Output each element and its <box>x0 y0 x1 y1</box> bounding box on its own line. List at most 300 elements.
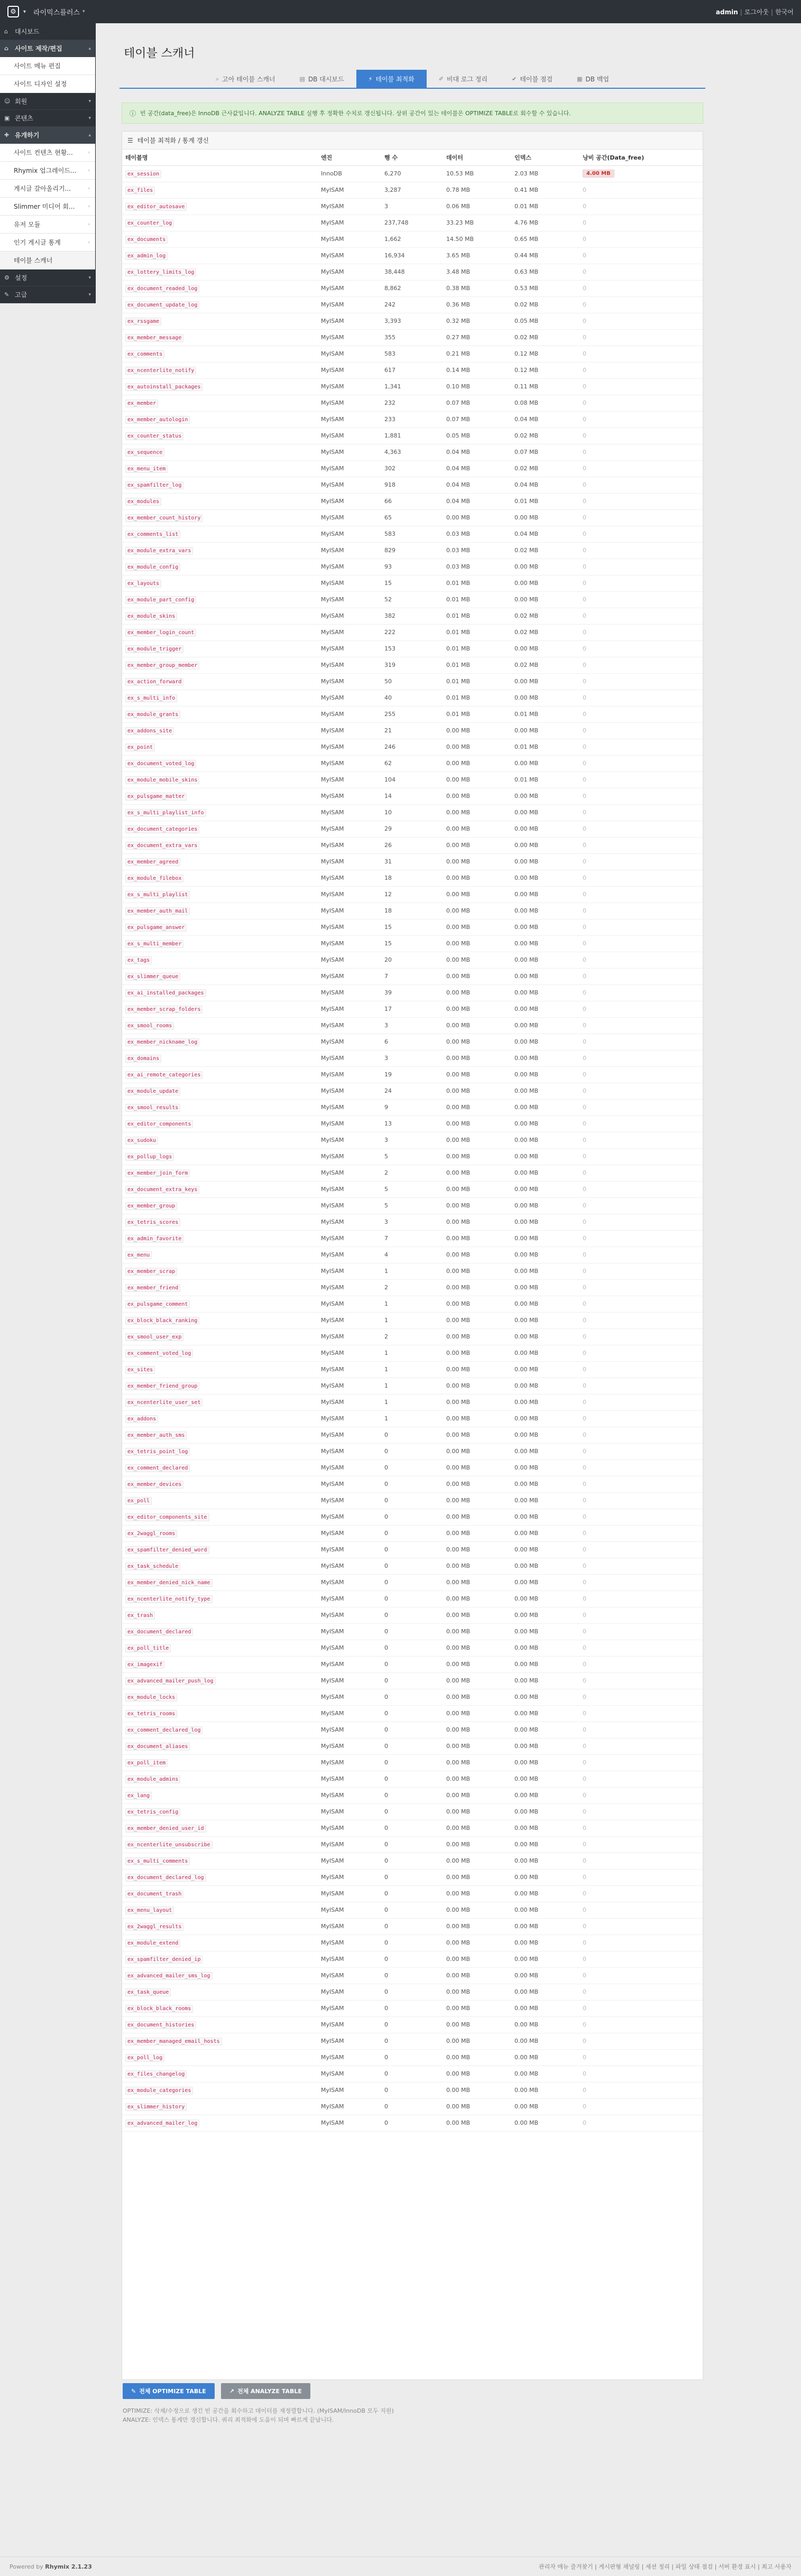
data-free-cell <box>579 1148 703 1165</box>
index-size-cell: 0.00 MB <box>511 1312 579 1328</box>
table-name-cell <box>122 427 318 444</box>
data-free-cell <box>579 1803 703 1820</box>
table-name-cell <box>122 1443 318 1459</box>
data-size-cell: 0.00 MB <box>443 2115 511 2131</box>
index-size-cell: 0.02 MB <box>511 657 579 673</box>
index-size-cell: 0.01 MB <box>511 739 579 755</box>
tab[interactable] <box>204 70 288 88</box>
sidebar-item[interactable] <box>0 110 95 127</box>
index-size-cell: 0.00 MB <box>511 1083 579 1099</box>
table-row <box>122 1738 703 1754</box>
engine-cell: MyISAM <box>318 460 381 477</box>
data-size-cell: 0.04 MB <box>443 460 511 477</box>
table-name: ex_sequence <box>125 449 164 457</box>
engine-cell: MyISAM <box>318 1361 381 1378</box>
index-size-cell: 0.44 MB <box>511 247 579 264</box>
table-name-cell <box>122 853 318 870</box>
engine-cell: MyISAM <box>318 1230 381 1247</box>
tab-bar <box>119 70 705 89</box>
index-size-cell: 0.65 MB <box>511 231 579 247</box>
data-free-cell <box>579 2049 703 2066</box>
search-icon: ⌕ <box>215 75 219 82</box>
data-size-cell: 0.00 MB <box>443 1574 511 1591</box>
cube-icon: ▣ <box>4 115 10 122</box>
table-name: ex_member_join_form <box>125 1169 190 1177</box>
table-name: ex_poll_title <box>125 1644 171 1652</box>
data-free-cell <box>579 165 703 182</box>
data-free-cell <box>579 477 703 493</box>
engine-cell: MyISAM <box>318 542 381 559</box>
table-row <box>122 1541 703 1558</box>
table-row <box>122 2016 703 2033</box>
rows-cell: 222 <box>381 624 443 640</box>
rows-cell: 38,448 <box>381 264 443 280</box>
data-free-cell <box>579 1607 703 1623</box>
data-free-cell <box>579 1967 703 1984</box>
broom-icon: ✐ <box>438 76 444 82</box>
rows-cell: 52 <box>381 591 443 608</box>
table-row <box>122 1951 703 1967</box>
engine-cell: MyISAM <box>318 1509 381 1525</box>
data-free-cell <box>579 1541 703 1558</box>
table-name-cell <box>122 1722 318 1738</box>
sidebar-item[interactable] <box>0 269 95 286</box>
rows-cell: 93 <box>381 559 443 575</box>
sidebar-subitem[interactable] <box>0 162 95 180</box>
table-name: ex_tetris_scores <box>125 1219 180 1226</box>
table-name-cell <box>122 477 318 493</box>
table-name: ex_smool_results <box>125 1104 180 1112</box>
data-free-cell <box>579 1689 703 1705</box>
table-row <box>122 722 703 739</box>
tab[interactable] <box>500 70 565 88</box>
data-free-cell <box>579 1984 703 2000</box>
table-name: ex_document_declared_log <box>125 1874 206 1882</box>
engine-cell: MyISAM <box>318 1345 381 1361</box>
analyze-all-button[interactable] <box>221 2383 310 2399</box>
data-free-value: 0 <box>583 1677 586 1684</box>
data-free-value: 0 <box>583 1071 586 1078</box>
sidebar-item[interactable] <box>0 127 95 144</box>
card-title: 테이블 최적화 / 통계 갱신 <box>137 137 209 144</box>
rows-cell: 5 <box>381 1197 443 1214</box>
table-name: ex_admin_favorite <box>125 1235 183 1243</box>
index-size-cell: 0.00 MB <box>511 1623 579 1640</box>
data-free-cell <box>579 1083 703 1099</box>
table-name: ex_document_update_log <box>125 301 199 309</box>
data-free-value: 0 <box>583 1415 586 1422</box>
optimize-all-button[interactable] <box>123 2383 215 2399</box>
table-name: ex_member_agreed <box>125 858 180 866</box>
engine-cell: MyISAM <box>318 231 381 247</box>
table-row <box>122 1083 703 1099</box>
engine-cell: MyISAM <box>318 1099 381 1115</box>
data-free-value: 0 <box>583 1169 586 1176</box>
rows-cell: 0 <box>381 1705 443 1722</box>
index-size-cell: 0.00 MB <box>511 1836 579 1853</box>
data-free-value: 0 <box>583 612 586 619</box>
table-row <box>122 1328 703 1345</box>
table-row <box>122 1656 703 1672</box>
logo-caret-icon[interactable]: ▾ <box>23 8 26 15</box>
data-free-cell <box>579 2000 703 2016</box>
index-size-cell: 0.00 MB <box>511 1787 579 1803</box>
data-free-cell <box>579 1312 703 1328</box>
engine-cell: MyISAM <box>318 1607 381 1623</box>
table-name-cell <box>122 313 318 329</box>
index-size-cell: 0.02 MB <box>511 329 579 346</box>
index-size-cell: 0.02 MB <box>511 624 579 640</box>
data-free-cell <box>579 460 703 477</box>
rows-cell: 18 <box>381 870 443 886</box>
data-free-cell <box>579 493 703 509</box>
rows-cell: 6,270 <box>381 165 443 182</box>
data-free-cell <box>579 837 703 853</box>
table-name: ex_rssgame <box>125 318 161 326</box>
index-size-cell: 0.00 MB <box>511 640 579 657</box>
rows-cell: 0 <box>381 1787 443 1803</box>
data-free-value: 0 <box>583 694 586 701</box>
sidebar-item[interactable] <box>0 286 95 303</box>
data-free-cell <box>579 313 703 329</box>
data-free-value: 0 <box>583 432 586 439</box>
separator: | <box>771 8 774 16</box>
index-size-cell: 0.00 MB <box>511 1656 579 1672</box>
rows-cell: 0 <box>381 1623 443 1640</box>
engine-cell: MyISAM <box>318 1689 381 1705</box>
index-size-cell: 0.00 MB <box>511 1820 579 1836</box>
rows-cell: 0 <box>381 1476 443 1492</box>
data-free-cell <box>579 804 703 821</box>
rows-cell: 4 <box>381 1247 443 1263</box>
rows-cell: 2 <box>381 1165 443 1181</box>
footer-links-text[interactable]: 관리자 메뉴 즐겨찾기 | 게시판형 채널링 | 세션 정리 | 파일 상태 점검 | 서버 환경 표시 | 최고 사용자 <box>538 2563 791 2570</box>
data-free-cell <box>579 1771 703 1787</box>
engine-cell: MyISAM <box>318 477 381 493</box>
engine-cell: MyISAM <box>318 1918 381 1935</box>
index-size-cell: 0.00 MB <box>511 2033 579 2049</box>
engine-cell: MyISAM <box>318 1951 381 1967</box>
sidebar-item[interactable] <box>0 40 95 57</box>
rows-cell: 0 <box>381 1492 443 1509</box>
rows-cell: 1 <box>381 1345 443 1361</box>
table-name: ex_admin_log <box>125 252 168 260</box>
data-free-cell <box>579 1066 703 1083</box>
data-size-cell: 0.00 MB <box>443 804 511 821</box>
table-row <box>122 247 703 264</box>
data-free-value: 0 <box>583 2038 586 2044</box>
sidebar-item[interactable] <box>0 23 95 40</box>
data-free-cell <box>579 1328 703 1345</box>
table-row <box>122 1345 703 1361</box>
table-name: ex_2waggl_results <box>125 1923 183 1931</box>
index-size-cell: 0.02 MB <box>511 427 579 444</box>
user-name-link[interactable]: admin <box>715 8 738 16</box>
column-header: 행 수 <box>381 150 443 165</box>
table-name: ex_member_denied_user_id <box>125 1825 206 1833</box>
data-free-cell <box>579 1640 703 1656</box>
tab-label: DB 백업 <box>585 76 609 83</box>
column-header: 엔진 <box>318 150 381 165</box>
data-free-value: 0 <box>583 2005 586 2012</box>
table-name: ex_comment_declared <box>125 1464 190 1472</box>
engine-cell: MyISAM <box>318 2000 381 2016</box>
table-row <box>122 1525 703 1541</box>
sidebar-item-label: 유개하기 <box>15 132 40 139</box>
data-size-cell: 0.00 MB <box>443 1705 511 1722</box>
data-size-cell: 0.00 MB <box>443 1492 511 1509</box>
data-free-cell <box>579 280 703 296</box>
data-size-cell: 0.00 MB <box>443 968 511 984</box>
rows-cell: 0 <box>381 1640 443 1656</box>
tab[interactable] <box>356 70 427 88</box>
index-size-cell: 0.41 MB <box>511 182 579 198</box>
data-free-cell <box>579 1214 703 1230</box>
data-free-cell <box>579 2098 703 2115</box>
sidebar-subitem[interactable] <box>0 75 95 93</box>
rows-cell: 3 <box>381 1017 443 1034</box>
index-size-cell: 0.00 MB <box>511 1689 579 1705</box>
table-name: ex_files_changelog <box>125 2070 187 2078</box>
table-row <box>122 1984 703 2000</box>
table-row <box>122 1197 703 1214</box>
engine-cell: MyISAM <box>318 575 381 591</box>
data-free-value: 0 <box>583 711 586 718</box>
data-free-cell <box>579 1836 703 1853</box>
index-size-cell: 0.00 MB <box>511 1066 579 1083</box>
table-row <box>122 1902 703 1918</box>
sidebar-subitem[interactable] <box>0 234 95 252</box>
data-size-cell: 0.00 MB <box>443 755 511 771</box>
data-free-cell <box>579 559 703 575</box>
data-size-cell: 0.14 MB <box>443 362 511 378</box>
table-name: ex_document_declared <box>125 1628 193 1636</box>
gear-icon: ⚙ <box>4 274 10 281</box>
data-free-value: 0 <box>583 662 586 668</box>
table-name-cell <box>122 1885 318 1902</box>
data-free-cell <box>579 1017 703 1034</box>
data-free-value: 0 <box>583 252 586 259</box>
table-row <box>122 1459 703 1476</box>
data-free-value: 0 <box>583 285 586 292</box>
index-size-cell: 0.00 MB <box>511 2098 579 2115</box>
data-free-value: 0 <box>583 498 586 505</box>
table-name-cell <box>122 1492 318 1509</box>
data-free-value: 0 <box>583 383 586 390</box>
index-size-cell: 0.00 MB <box>511 1476 579 1492</box>
tab[interactable] <box>427 70 500 88</box>
puzzle-icon: ✚ <box>4 132 10 138</box>
chevron-icon: ▾ <box>88 292 91 297</box>
rows-cell: 237,748 <box>381 215 443 231</box>
table-name-cell <box>122 2066 318 2082</box>
data-free-value: 0 <box>583 1153 586 1160</box>
index-size-cell: 0.00 MB <box>511 1427 579 1443</box>
optimize-card <box>122 131 703 2380</box>
table-name-cell <box>122 870 318 886</box>
engine-cell: MyISAM <box>318 1083 381 1099</box>
data-size-cell: 0.00 MB <box>443 853 511 870</box>
data-free-cell <box>579 2016 703 2033</box>
rows-cell: 382 <box>381 608 443 624</box>
rows-cell: 15 <box>381 935 443 952</box>
data-free-value: 0 <box>583 1988 586 1995</box>
chevron-icon: ▾ <box>88 115 91 121</box>
rows-cell: 0 <box>381 1803 443 1820</box>
rows-cell: 153 <box>381 640 443 657</box>
index-size-cell: 0.00 MB <box>511 1296 579 1312</box>
table-name-cell <box>122 2049 318 2066</box>
logo-gear-icon[interactable]: ⚙ <box>7 6 19 17</box>
table-name: ex_ncenterlite_user_set <box>125 1399 202 1407</box>
table-name: ex_ai_remote_categories <box>125 1071 202 1079</box>
sidebar-subitem[interactable] <box>0 57 95 75</box>
data-size-cell: 0.10 MB <box>443 378 511 395</box>
card-header <box>122 132 703 150</box>
data-size-cell: 0.00 MB <box>443 1115 511 1132</box>
column-header: 테이블명 <box>122 150 318 165</box>
engine-cell: MyISAM <box>318 1705 381 1722</box>
table-row <box>122 1050 703 1066</box>
data-free-cell <box>579 870 703 886</box>
sidebar-subitem[interactable] <box>0 198 95 216</box>
chart-icon: ↗ <box>229 2387 234 2395</box>
powered-name[interactable]: Rhymix 2.1.23 <box>45 2563 92 2570</box>
index-size-cell: 0.00 MB <box>511 1247 579 1263</box>
sidebar-subitem[interactable] <box>0 144 95 162</box>
rows-cell: 15 <box>381 575 443 591</box>
index-size-cell: 0.00 MB <box>511 1951 579 1967</box>
table-row <box>122 821 703 837</box>
rows-cell: 0 <box>381 1459 443 1476</box>
index-size-cell: 0.00 MB <box>511 1230 579 1247</box>
data-free-cell <box>579 231 703 247</box>
index-size-cell: 0.00 MB <box>511 788 579 804</box>
index-size-cell: 0.00 MB <box>511 1672 579 1689</box>
index-size-cell: 0.02 MB <box>511 608 579 624</box>
table-name-cell <box>122 771 318 788</box>
index-size-cell: 0.00 MB <box>511 2115 579 2131</box>
save-icon: ▦ <box>577 76 583 82</box>
table-row <box>122 739 703 755</box>
table-name-cell <box>122 165 318 182</box>
engine-cell: MyISAM <box>318 1427 381 1443</box>
tab-label: DB 대시보드 <box>308 76 344 83</box>
index-size-cell: 0.00 MB <box>511 853 579 870</box>
data-free-cell <box>579 526 703 542</box>
data-size-cell: 0.00 MB <box>443 1001 511 1017</box>
data-free-cell <box>579 346 703 362</box>
index-size-cell: 0.00 MB <box>511 1378 579 1394</box>
engine-cell: MyISAM <box>318 2049 381 2066</box>
chevron-right-icon: › <box>88 168 90 173</box>
index-size-cell: 0.08 MB <box>511 395 579 411</box>
table-name: ex_s_multi_playlist_info <box>125 809 206 817</box>
engine-cell: MyISAM <box>318 313 381 329</box>
site-caret-icon[interactable]: ▾ <box>82 9 85 14</box>
column-header: 인덱스 <box>511 150 579 165</box>
data-free-value: 0 <box>583 1857 586 1864</box>
engine-cell: MyISAM <box>318 1558 381 1574</box>
engine-cell: MyISAM <box>318 690 381 706</box>
separator: | <box>740 8 742 16</box>
data-free-value: 0 <box>583 2119 586 2126</box>
rows-cell: 4,363 <box>381 444 443 460</box>
data-free-value: 0 <box>583 1268 586 1275</box>
data-free-value: 0 <box>583 1202 586 1209</box>
data-size-cell: 0.05 MB <box>443 427 511 444</box>
table-name-cell <box>122 624 318 640</box>
table-row <box>122 1492 703 1509</box>
data-free-value: 0 <box>583 1087 586 1094</box>
data-free-cell <box>579 788 703 804</box>
data-size-cell: 0.00 MB <box>443 984 511 1001</box>
data-size-cell: 0.00 MB <box>443 821 511 837</box>
table-row <box>122 673 703 690</box>
rows-cell: 0 <box>381 2033 443 2049</box>
data-free-value: 0 <box>583 236 586 243</box>
sidebar-subitem[interactable] <box>0 252 95 269</box>
data-free-value: 0 <box>583 924 586 931</box>
index-size-cell: 0.00 MB <box>511 1967 579 1984</box>
index-size-cell: 0.00 MB <box>511 1263 579 1279</box>
data-size-cell: 0.27 MB <box>443 329 511 346</box>
data-free-cell <box>579 1754 703 1771</box>
language-select[interactable]: 한국어 <box>775 8 794 16</box>
data-free-cell <box>579 1099 703 1115</box>
table-name-cell <box>122 1378 318 1394</box>
data-size-cell: 0.00 MB <box>443 1230 511 1247</box>
table-name: ex_member_denied_nick_name <box>125 1579 213 1587</box>
rows-cell: 1 <box>381 1410 443 1427</box>
data-size-cell: 0.00 MB <box>443 1836 511 1853</box>
data-free-value: 0 <box>583 1382 586 1389</box>
sidebar-item[interactable] <box>0 93 95 110</box>
table-name: ex_editor_components_site <box>125 1513 209 1521</box>
table-name-cell <box>122 1935 318 1951</box>
sidebar-subitem[interactable] <box>0 216 95 234</box>
engine-cell: MyISAM <box>318 2033 381 2049</box>
rows-cell: 1,662 <box>381 231 443 247</box>
data-free-value: 0 <box>583 1464 586 1471</box>
data-size-cell: 0.04 MB <box>443 444 511 460</box>
data-size-cell: 0.00 MB <box>443 739 511 755</box>
table-name: ex_menu <box>125 1251 152 1259</box>
index-size-cell: 0.00 MB <box>511 755 579 771</box>
table-row <box>122 690 703 706</box>
table-name-cell <box>122 1541 318 1558</box>
sidebar-subitem[interactable] <box>0 180 95 198</box>
data-free-value: 0 <box>583 268 586 275</box>
tab[interactable] <box>565 70 621 88</box>
logout-link[interactable]: 로그아웃 <box>744 8 769 16</box>
data-size-cell: 0.00 MB <box>443 1558 511 1574</box>
data-size-cell: 0.00 MB <box>443 1591 511 1607</box>
table-name: ex_s_multi_info <box>125 694 177 702</box>
table-name-cell <box>122 493 318 509</box>
data-free-value: 0 <box>583 809 586 816</box>
engine-cell: MyISAM <box>318 1017 381 1034</box>
table-row <box>122 2000 703 2016</box>
site-name[interactable]: 라이믹스플러스 <box>33 8 80 17</box>
tab[interactable] <box>288 70 356 88</box>
data-size-cell: 0.00 MB <box>443 1099 511 1115</box>
engine-cell: MyISAM <box>318 1902 381 1918</box>
engine-cell: MyISAM <box>318 952 381 968</box>
table-name-cell <box>122 935 318 952</box>
check-icon: ✔ <box>512 76 517 82</box>
rows-cell: 1,341 <box>381 378 443 395</box>
